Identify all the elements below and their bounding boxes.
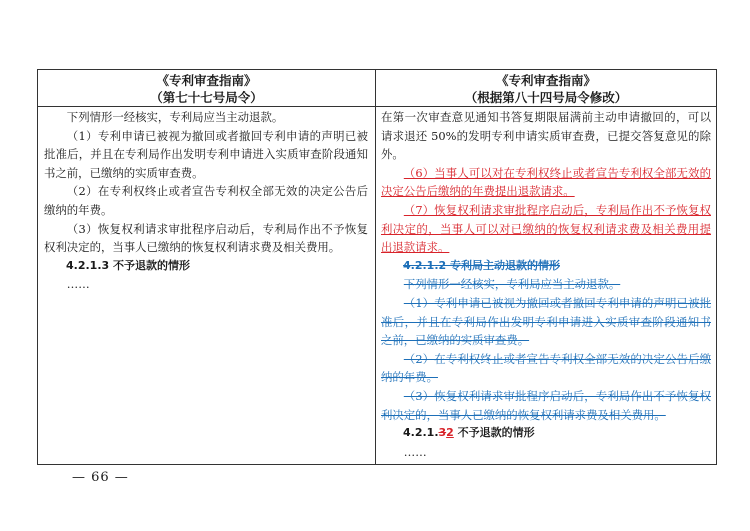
left-column-header xyxy=(38,70,375,106)
left-section-heading: 4.2.1.3 不予退款的情形 xyxy=(66,258,190,272)
deleted-paragraph-item-3: （3）恢复权利请求审批程序启动后，专利局作出不予恢复权利决定的，当事人已缴纳的恢复权利请求费及相关费用。 xyxy=(381,388,711,422)
left-column-body xyxy=(44,108,368,294)
heading-title: 不予退款的情形 xyxy=(453,426,535,440)
deleted-paragraph-intro: 下列情形一经核实，专利局应当主动退款。 xyxy=(403,277,621,292)
right-column-body xyxy=(381,108,711,461)
left-paragraph-item-1: （1）专利申请已被视为撤回或者撤回专利申请的声明已被批准后，并且在专利局作出发明专利申请进入实质审查阶段通知书之前，已缴纳的实质审查费。 xyxy=(44,128,368,180)
column-divider xyxy=(375,70,376,464)
inserted-item-7: （7）恢复权利请求审批程序启动后，专利局作出不予恢复权利决定的，当事人可以对已缴纳的恢复权利请求费及相关费用提出退款请求。 xyxy=(381,202,711,255)
heading-prefix: 4.2.1. xyxy=(403,426,439,440)
heading-inserted-number: 2 xyxy=(446,426,454,440)
left-ellipsis: …… xyxy=(66,277,90,292)
left-header-subtitle: （第七十七号局令） xyxy=(150,90,263,105)
right-paragraph-intro: 在第一次审查意见通知书答复期限届满前主动申请撤回的，可以请求退还 50%的发明专利申请实质审查费，已提交答复意见的除外。 xyxy=(381,110,711,162)
left-paragraph-item-3: （3）恢复权利请求审批程序启动后，专利局作出不予恢复权利决定的，当事人已缴纳的恢复权利请求费及相关费用。 xyxy=(44,221,368,255)
right-ellipsis: …… xyxy=(403,444,427,459)
left-paragraph-item-2: （2）在专利权终止或者宣告专利权全部无效的决定公告后缴纳的年费。 xyxy=(44,184,368,217)
page-number: — 66 — xyxy=(72,470,129,485)
deleted-paragraph-item-2: （2）在专利权终止或者宣告专利权全部无效的决定公告后缴纳的年费。 xyxy=(381,351,711,385)
right-header-title: 《专利审查指南》 xyxy=(495,73,596,88)
right-section-heading xyxy=(381,424,711,443)
left-paragraph-intro: 下列情形一经核实，专利局应当主动退款。 xyxy=(66,110,284,124)
left-header-title: 《专利审查指南》 xyxy=(156,73,257,88)
inserted-item-6: （6）当事人可以对在专利权终止或者宣告专利权全部无效的决定公告后缴纳的年费提出退款请求。 xyxy=(381,165,711,199)
deleted-section-heading: 4.2.1.2 专利局主动退款的情形 xyxy=(403,258,560,272)
deleted-paragraph-item-1: （1）专利申请已被视为撤回或者撤回专利申请的声明已被批准后，并且在专利局作出发明专利申请进入实质审查阶段通知书之前，已缴纳的实质审查费。 xyxy=(381,295,711,348)
heading-deleted-number: 3 xyxy=(438,426,447,440)
right-header-subtitle: （根据第八十四号局令修改） xyxy=(464,90,628,105)
right-column-header xyxy=(376,70,716,106)
header-divider xyxy=(38,106,716,107)
comparison-table xyxy=(37,69,717,465)
